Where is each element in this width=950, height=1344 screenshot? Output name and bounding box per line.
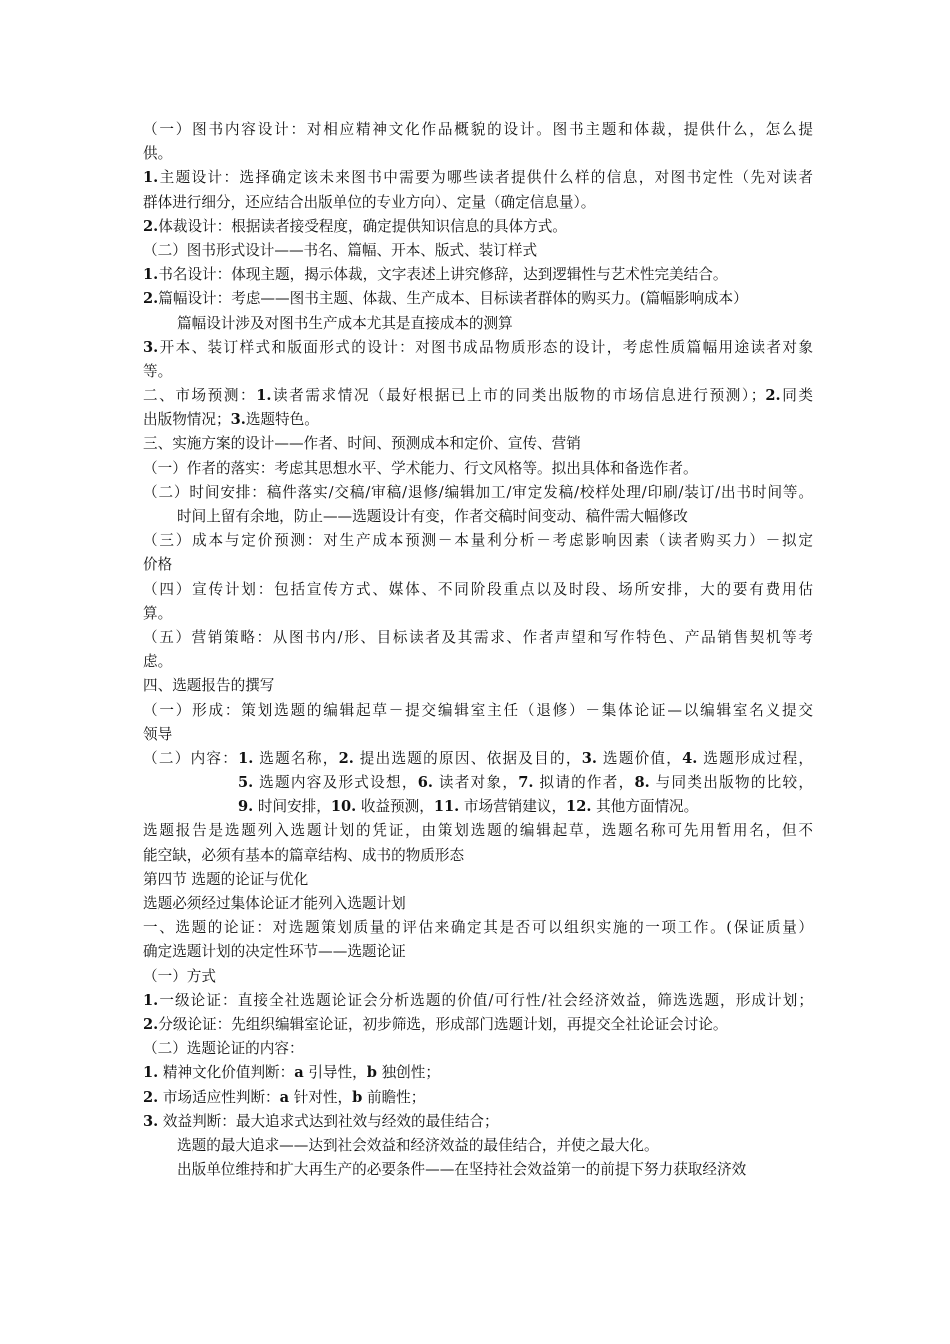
text-line <box>143 723 813 747</box>
item-number: 1. <box>238 749 254 767</box>
line-text: 虑。 <box>143 653 173 671</box>
line-text: （三）成本与定价预测：对生产成本预测－本量利分析－考虑影响因素（读者购买力）－拟定 <box>143 532 813 550</box>
text-line <box>143 1086 813 1110</box>
item-number: 11. <box>433 798 460 816</box>
text-line <box>143 868 813 892</box>
line-text: 前瞻性； <box>362 1088 426 1106</box>
line-text: （一）作者的落实：考虑其思想水平、学术能力、行文风格等。拟出具体和备选作者。 <box>143 459 698 477</box>
line-text: 时间安排， <box>253 798 331 816</box>
item-letter: b <box>366 1064 377 1082</box>
line-text: 主题设计：选择确定该未来图书中需要为哪些读者提供什么样的信息，对图书定性（先对读者 <box>158 169 813 187</box>
line-text: 选题特色。 <box>245 411 319 429</box>
text-line <box>143 892 813 916</box>
item-number: 3. <box>143 1112 159 1130</box>
line-text: 引导性， <box>303 1064 367 1082</box>
line-text: 等。 <box>143 362 173 380</box>
text-line <box>143 191 813 215</box>
line-text: （一）方式 <box>143 967 216 985</box>
text-line <box>143 578 813 602</box>
text-line <box>143 602 813 626</box>
line-text: 领导 <box>143 725 173 743</box>
text-line <box>143 844 813 868</box>
line-text: 出版物情况； <box>143 411 231 429</box>
text-line <box>143 118 813 142</box>
line-text: 出版单位维持和扩大再生产的必要条件——在坚持社会效益第一的前提下努力获取经济效 <box>177 1161 747 1179</box>
line-text: （一）形成：策划选题的编辑起草－提交编辑室主任（退修）－集体论证—以编辑室名义提交 <box>143 701 813 719</box>
item-number: 10. <box>330 798 357 816</box>
line-text: 开本、装订样式和版面形式的设计：对图书成品物质形态的设计，考虑性质篇幅用途读者对象 <box>158 338 813 356</box>
line-text: 其他方面情况。 <box>591 798 699 816</box>
line-text: 拟请的作者， <box>533 774 635 792</box>
text-line <box>143 916 813 940</box>
item-number: 5. <box>238 774 254 792</box>
line-text: 篇幅设计涉及对图书生产成本尤其是直接成本的测算 <box>177 314 513 332</box>
item-number: 2. <box>765 387 781 405</box>
text-line <box>143 142 813 166</box>
line-text: 提出选题的原因、依据及目的， <box>353 749 582 767</box>
line-text: （二）时间安排：稿件落实/交稿/审稿/退修/编辑加工/审定发稿/校样处理/印刷/装订/出书时间等。 <box>143 483 813 501</box>
item-number: 1. <box>256 387 272 405</box>
text-line <box>143 263 813 287</box>
line-text: 市场营销建议， <box>459 798 567 816</box>
text-line <box>143 505 813 529</box>
text-line <box>143 940 813 964</box>
text-line <box>143 699 813 723</box>
line-text: （二）内容： <box>143 749 239 767</box>
line-text: 二、市场预测： <box>143 387 257 405</box>
line-text: 分级论证：先组织编辑室论证，初步筛选，形成部门选题计划，再提交全社论证会讨论。 <box>158 1015 728 1033</box>
line-text: 一级论证：直接全社选题论证会分析选题的价值/可行性/社会经济效益，筛选选题，形成计划； <box>158 991 813 1009</box>
line-text: 同类 <box>780 387 813 405</box>
text-line <box>143 989 813 1013</box>
item-number: 1. <box>143 1064 159 1082</box>
text-line <box>143 795 813 819</box>
item-number: 1. <box>143 266 159 284</box>
item-letter: a <box>279 1088 290 1106</box>
text-line <box>143 1158 813 1182</box>
text-line <box>143 408 813 432</box>
item-number: 3. <box>581 749 597 767</box>
item-number: 3. <box>143 338 159 356</box>
line-text: 篇幅设计：考虑——图书主题、体裁、生产成本、目标读者群体的购买力。(篇幅影响成本） <box>158 290 748 308</box>
line-text: 针对性， <box>289 1088 353 1106</box>
line-text: 精神文化价值判断： <box>158 1064 295 1082</box>
line-text: 效益判断：最大追求式达到社效与经效的最佳结合； <box>158 1112 499 1130</box>
line-text: 第四节 选题的论证与优化 <box>143 870 309 888</box>
line-text: 读者对象， <box>433 774 519 792</box>
item-number: 8. <box>634 774 650 792</box>
line-text: 选题的最大追求——达到社会效益和经济效益的最佳结合，并使之最大化。 <box>177 1136 659 1154</box>
item-letter: b <box>352 1088 363 1106</box>
line-text: 选题内容及形式设想， <box>253 774 418 792</box>
line-text: 选题必须经过集体论证才能列入选题计划 <box>143 895 406 912</box>
text-line <box>143 481 813 505</box>
line-text: 供。 <box>143 145 173 163</box>
text-line <box>143 771 813 795</box>
item-number: 2. <box>338 749 354 767</box>
line-text: 群体进行细分，还应结合出版单位的专业方向）、定量（确定信息量）。 <box>143 193 596 211</box>
line-text: （二）选题论证的内容： <box>143 1040 304 1058</box>
line-text: （二）图书形式设计——书名、篇幅、开本、版式、装订样式 <box>143 241 538 259</box>
line-text: 独创性； <box>376 1064 440 1082</box>
text-line <box>143 1061 813 1085</box>
text-line <box>143 239 813 263</box>
item-letter: a <box>294 1064 304 1082</box>
text-line <box>143 747 813 771</box>
line-text: 选题报告是选题列入选题计划的凭证，由策划选题的编辑起草，选题名称可先用暂用名，但不 <box>143 822 813 840</box>
line-text: 时间上留有余地，防止——选题设计有变，作者交稿时间变动、稿件需大幅修改 <box>177 508 688 525</box>
line-text: 与同类出版物的比较， <box>649 774 813 792</box>
item-number: 2. <box>143 217 159 235</box>
line-text: 确定选题计划的决定性环节——选题论证 <box>143 943 406 961</box>
line-text: 选题名称， <box>253 749 339 767</box>
text-line <box>143 529 813 553</box>
text-line <box>143 1013 813 1037</box>
text-line <box>143 360 813 384</box>
line-text: 算。 <box>143 604 173 622</box>
line-text: 一、选题的论证：对选题策划质量的评估来确定其是否可以组织实施的一项工作。(保证质量） <box>143 919 813 937</box>
line-text: 三、实施方案的设计——作者、时间、预测成本和定价、宣传、营销 <box>143 435 581 453</box>
text-line <box>143 384 813 408</box>
text-line <box>143 336 813 360</box>
text-line <box>143 626 813 650</box>
text-line <box>143 166 813 190</box>
text-line <box>143 674 813 698</box>
text-line <box>143 1110 813 1134</box>
text-line <box>143 215 813 239</box>
line-text: （一）图书内容设计：对相应精神文化作品概貌的设计。图书主题和体裁，提供什么，怎么提 <box>143 121 813 138</box>
text-line <box>143 287 813 311</box>
line-text: （五）营销策略：从图书内/形、目标读者及其需求、作者声望和写作特色、产品销售契机等考 <box>143 628 813 646</box>
line-text: （四）宣传计划：包括宣传方式、媒体、不同阶段重点以及时段、场所安排，大的要有费用估 <box>143 580 813 598</box>
item-number: 4. <box>682 749 698 767</box>
item-number: 7. <box>518 774 534 792</box>
line-text: 价格 <box>143 556 173 574</box>
text-line <box>143 1134 813 1158</box>
item-number: 6. <box>417 774 433 792</box>
item-number: 3. <box>230 411 246 429</box>
text-line <box>143 965 813 989</box>
text-line <box>143 819 813 843</box>
text-line <box>143 432 813 456</box>
line-text: 选题价值， <box>596 749 683 767</box>
item-number: 9. <box>238 798 254 816</box>
text-line <box>143 1037 813 1061</box>
line-text: 能空缺，必须有基本的篇章结构、成书的物质形态 <box>143 846 465 864</box>
text-line <box>143 457 813 481</box>
text-line <box>143 312 813 336</box>
item-number: 2. <box>143 1088 159 1106</box>
line-text: 体裁设计：根据读者接受程度，确定提供知识信息的具体方式。 <box>158 217 567 235</box>
line-text: 读者需求情况（最好根据已上市的同类出版物的市场信息进行预测）； <box>271 387 766 405</box>
item-number: 2. <box>143 1015 159 1033</box>
line-text: 市场适应性判断： <box>158 1088 280 1106</box>
item-number: 2. <box>143 290 159 308</box>
item-number: 1. <box>143 991 159 1009</box>
text-line <box>143 650 813 674</box>
item-number: 1. <box>143 169 159 187</box>
item-number: 12. <box>566 798 592 816</box>
line-text: 四、选题报告的撰写 <box>143 677 275 695</box>
document-page <box>143 118 813 1182</box>
line-text: 书名设计：体现主题，揭示体裁，文字表述上讲究修辞，达到逻辑性与艺术性完美结合。 <box>158 266 728 284</box>
line-text: 收益预测， <box>356 798 434 816</box>
line-text: 选题形成过程， <box>697 749 813 767</box>
text-line <box>143 553 813 577</box>
